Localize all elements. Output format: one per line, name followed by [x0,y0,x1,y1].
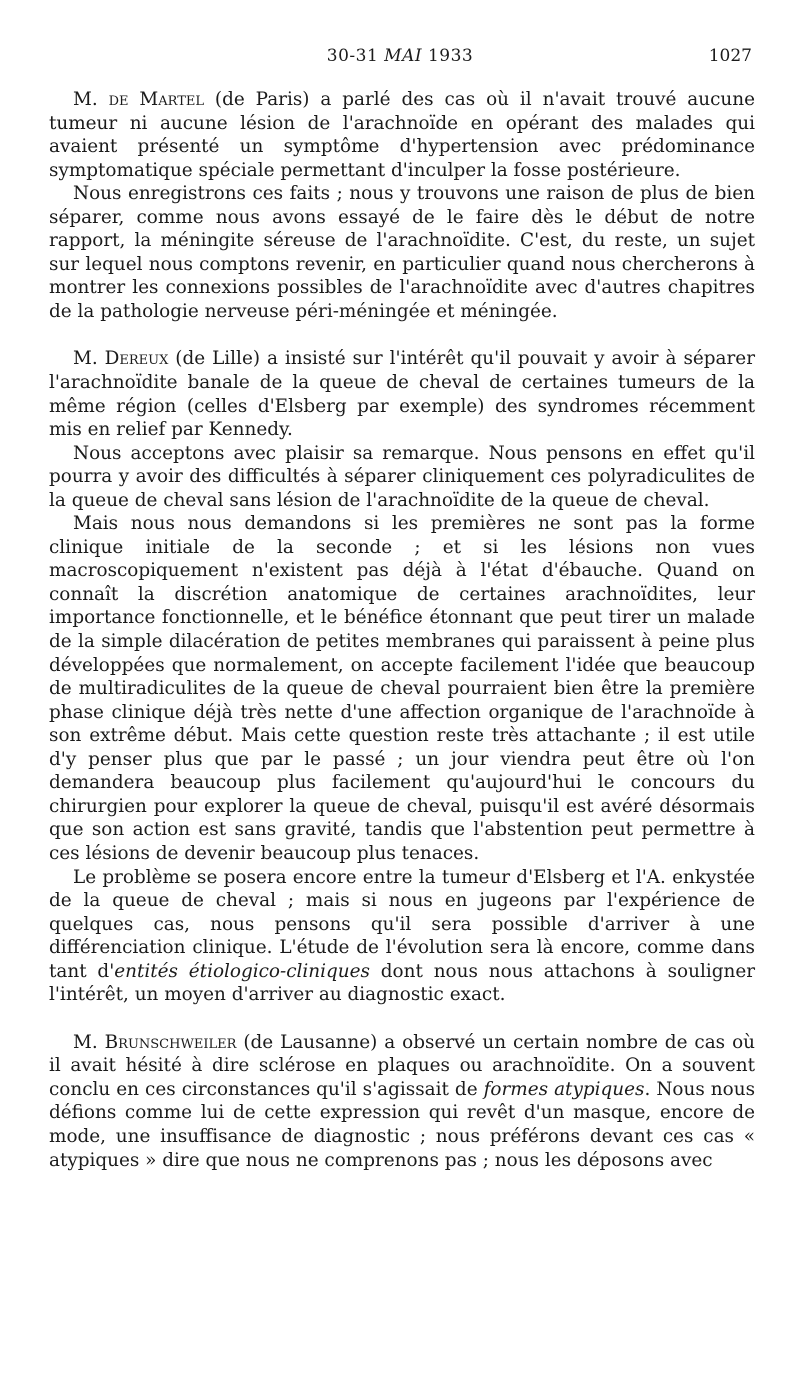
running-header [0,46,800,72]
paragraph-text: Mais nous nous demandons si les premières ne sont pas la forme clinique initiale de la seconde ; et si les lésions non vues macroscopiquement n'existent pas déjà à l'état d'ébauche. Quand on connaît la discrétion anatomique de certaines arachnoïdites, leur importance fonctionnelle, et le bénéfice étonnant que peut tirer un malade de la simple dilacération de petites membranes qui paraissent à peine plus développées que normalement, on accepte facilement l'idée que beaucoup de multiradiculites de la queue de cheval pourraient bien être la première phase clinique déjà très nette d'une affection organique de l'arachnoïde à son extrême début. Mais cette question reste très attachante ; il est utile d'y penser plus que par le passé ; un jour viendra peut être où l'on demandera beaucoup plus facilement qu'aujourd'hui le concours du chirurgien pour explorer la queue de cheval, puisqu'il est avéré désormais que son action est sans gravité, tandis que l'abstention peut permettre à ces lésions de devenir beaucoup plus tenaces. [49,513,755,864]
paragraph-text: (de Paris) a parlé des cas où il n'avait trouvé aucune tumeur ni aucune lésion de l'arachnoïde en opérant des malades qui avaient présenté un symptôme d'hypertension avec prédominance symptomatique spéciale permettant d'inculper la fosse postérieure. [49,89,755,181]
paragraph-response-3 [49,512,755,865]
speaker-prefix: M. [73,1031,105,1053]
header-days: 30-31 [326,46,379,66]
body-text [49,88,755,1172]
paragraph-text-after: . Nous nous défions comme lui de cette expression qui revêt d'un masque, encore de mode, une insuffisance de diagnostic ; nous préférons devant ces cas « atypiques » dire que nous ne comprenons pas ; nous les déposons avec [49,1078,756,1171]
header-date [0,46,800,66]
speaker-name: de Martel [108,89,204,110]
paragraph-text: (de Lille) a insisté sur l'intérêt qu'il pouvait y avoir à séparer l'arachnoïdite banale de la queue de cheval de certaines tumeurs de la même région (celles d'Elsberg par exemple) des syndromes récemment mis en relief par Kennedy. [49,348,755,441]
paragraph-text: Le problème se posera encore entre la tumeur d'Elsberg et l'A. enkystée de la queue de cheval ; mais si nous en jugeons par l'expérience de quelques cas, nous pensons qu'il sera possible d'arriver à une différenciation clinique. L'étude de l'évolution sera là encore, comme dans tant d' [49,866,755,982]
paragraph-text: Nous acceptons avec plaisir sa remarque. Nous pensons en effet qu'il pourra y avoir des difficultés à séparer cliniquement ces polyradiculites de la queue de cheval sans lésion de l'arachnoïdite de la queue de cheval. [49,442,755,511]
speaker-name: Dereux [104,348,169,370]
paragraph-response-2 [49,442,755,513]
paragraph-response-1 [49,182,755,323]
paragraph-text: Nous enregistrons ces faits ; nous y trouvons une raison de plus de bien séparer, comme nous avons essayé de le faire dès le début de notre rapport, la méningite séreuse de l'arachnoïdite. C'est, du reste, un sujet sur lequel nous comptons revenir, en particulier quand nous chercherons à montrer les connexions possibles de l'arachnoïdite avec d'autres chapitres de la pathologie nerveuse péri-méningée et méningée. [49,183,755,322]
paragraph-response-4 [49,866,755,1007]
paragraph-text-after: dont nous nous attachons à souligner l'intérêt, un moyen d'arriver au diagnostic exact. [49,960,755,1006]
paragraph-de-martel [49,88,755,182]
speaker-prefix: M. [73,348,105,370]
page-number: 1027 [708,46,752,66]
header-year: 1933 [427,46,474,66]
speaker-prefix: M. [73,89,109,110]
paragraph-dereux [49,347,755,441]
paragraph-brunschweiler [49,1031,755,1172]
header-month: MAI [384,46,423,66]
italic-term: entités étiologico-cliniques [114,960,370,982]
paragraph-text: (de Lausanne) a observé un certain nombre de cas où il avait hésité à dire sclérose en plaques ou arachnoïdite. On a souvent conclu en ces circonstances qu'il s'agissait de [49,1031,755,1100]
speaker-name: Brunschweiler [104,1031,237,1053]
italic-term: formes atypiques [483,1078,645,1100]
